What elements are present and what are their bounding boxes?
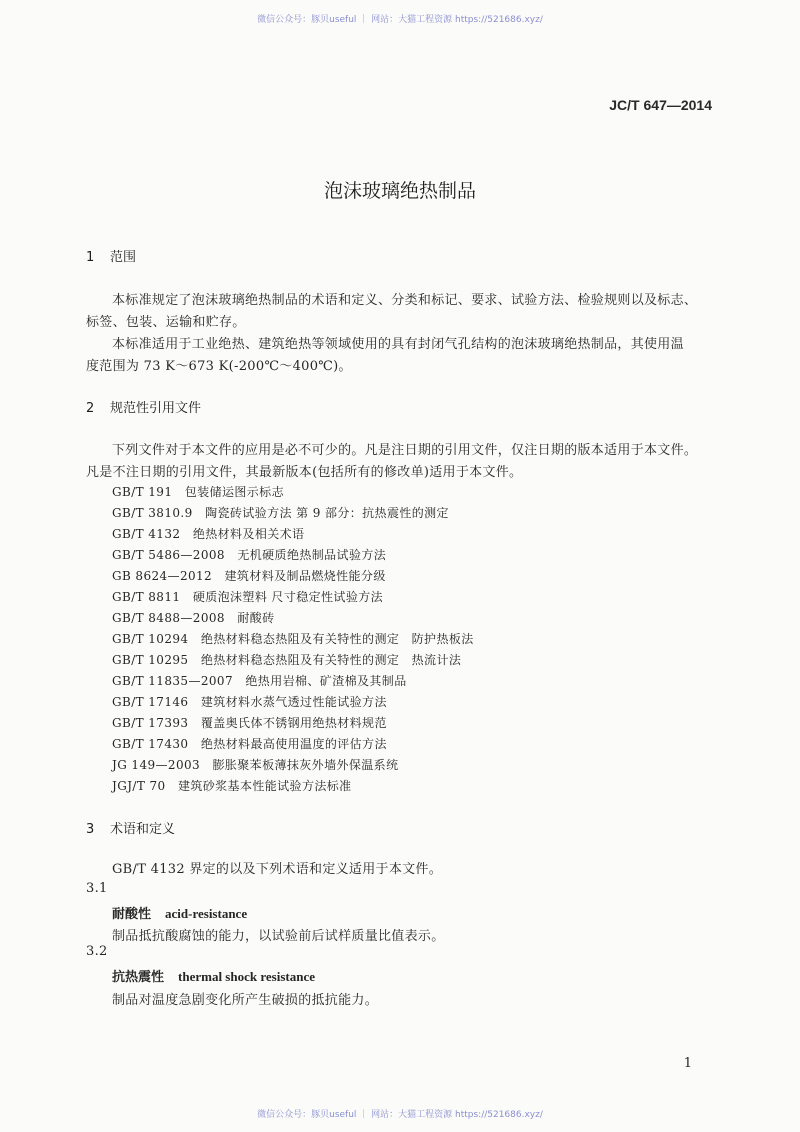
term-definition: 制品对温度急剧变化所产生破损的抵抗能力。 <box>112 993 379 1008</box>
reference-code: GB/T 17430 <box>112 737 189 751</box>
reference-code: JGJ/T 70 <box>112 779 166 793</box>
paragraph-line: 度范围为 73 K～673 K(-200℃～400℃)。 <box>86 359 352 374</box>
reference-item <box>112 525 304 542</box>
document-number: JC/T 647—2014 <box>609 97 712 113</box>
reference-item <box>112 735 387 752</box>
reference-code: GB/T 8811 <box>112 590 181 604</box>
reference-code: GB/T 5486—2008 <box>112 548 225 562</box>
reference-title: 建筑砂浆基本性能试验方法标准 <box>177 779 352 793</box>
paragraph-line: 凡是不注日期的引用文件，其最新版本(包括所有的修改单)适用于本文件。 <box>86 465 523 480</box>
term-definition: 制品抵抗酸腐蚀的能力，以试验前后试样质量比值表示。 <box>112 929 445 944</box>
section-number: 2 <box>86 401 95 416</box>
reference-item <box>112 714 387 731</box>
reference-item <box>112 693 387 710</box>
reference-code: GB/T 191 <box>112 485 173 499</box>
reference-code: GB 8624—2012 <box>112 569 213 583</box>
reference-item <box>112 609 275 626</box>
reference-item <box>112 777 352 794</box>
reference-code: GB/T 17393 <box>112 716 189 730</box>
section-title: 术语和定义 <box>110 822 176 837</box>
reference-item <box>112 504 449 521</box>
reference-item <box>112 567 386 584</box>
reference-title: 绝热材料稳态热阻及有关特性的测定 防护热板法 <box>200 632 474 646</box>
reference-code: GB/T 17146 <box>112 695 189 709</box>
reference-item <box>112 588 383 605</box>
reference-title: 建筑材料及制品燃烧性能分级 <box>224 569 386 583</box>
reference-title: 建筑材料水蒸气透过性能试验方法 <box>200 695 387 709</box>
reference-item <box>112 651 461 668</box>
reference-item <box>112 756 398 773</box>
watermark-top: 微信公众号：豚贝useful ｜ 网站：大猫工程资源 https://521686.xyz/ <box>257 15 543 25</box>
paragraph-line: 标签、包装、运输和贮存。 <box>86 315 246 330</box>
term-en: thermal shock resistance <box>178 969 315 984</box>
term-zh: 抗热震性 <box>112 970 165 985</box>
section-title: 范围 <box>110 250 137 265</box>
reference-item <box>112 546 386 563</box>
term-number: 3.2 <box>86 944 108 959</box>
reference-code: GB/T 10295 <box>112 653 189 667</box>
paragraph-line: GB/T 4132 界定的以及下列术语和定义适用于本文件。 <box>112 862 443 877</box>
reference-title: 无机硬质绝热制品试验方法 <box>237 548 387 562</box>
reference-code: GB/T 10294 <box>112 632 189 646</box>
term-heading <box>112 966 315 985</box>
reference-title: 绝热材料及相关术语 <box>192 527 305 541</box>
reference-title: 膨胀聚苯板薄抹灰外墙外保温系统 <box>212 758 399 772</box>
term-en: acid-resistance <box>165 906 248 921</box>
watermark-bottom: 微信公众号：豚贝useful ｜ 网站：大猫工程资源 https://521686.xyz/ <box>257 1110 543 1120</box>
section-number: 1 <box>86 250 95 265</box>
section-number: 3 <box>86 822 95 837</box>
paragraph-line: 本标准适用于工业绝热、建筑绝热等领域使用的具有封闭气孔结构的泡沫玻璃绝热制品，其使用温 <box>112 337 684 352</box>
page-number: 1 <box>683 1056 692 1071</box>
reference-code: GB/T 4132 <box>112 527 181 541</box>
page-title: 泡沫玻璃绝热制品 <box>323 180 476 202</box>
section-3-heading <box>86 818 175 837</box>
reference-item <box>112 672 407 689</box>
reference-title: 绝热用岩棉、矿渣棉及其制品 <box>245 674 407 688</box>
reference-title: 覆盖奥氏体不锈钢用绝热材料规范 <box>200 716 387 730</box>
term-zh: 耐酸性 <box>112 907 152 922</box>
paragraph-line: 本标准规定了泡沫玻璃绝热制品的术语和定义、分类和标记、要求、试验方法、检验规则以及标志、 <box>112 293 698 308</box>
section-title: 规范性引用文件 <box>110 401 202 416</box>
reference-title: 耐酸砖 <box>237 611 275 625</box>
reference-code: JG 149—2003 <box>112 758 201 772</box>
section-2-heading <box>86 397 201 416</box>
term-heading <box>112 903 247 922</box>
term-number: 3.1 <box>86 881 108 896</box>
reference-code: GB/T 8488—2008 <box>112 611 225 625</box>
reference-title: 绝热材料最高使用温度的评估方法 <box>200 737 387 751</box>
reference-title: 包装储运图示标志 <box>184 485 284 499</box>
reference-item <box>112 483 284 500</box>
reference-title: 硬质泡沫塑料 尺寸稳定性试验方法 <box>192 590 384 604</box>
section-1-heading <box>86 246 136 265</box>
reference-code: GB/T 3810.9 <box>112 506 193 520</box>
reference-title: 陶瓷砖试验方法 第 9 部分：抗热震性的测定 <box>205 506 449 520</box>
reference-code: GB/T 11835—2007 <box>112 674 233 688</box>
reference-item <box>112 630 474 647</box>
reference-title: 绝热材料稳态热阻及有关特性的测定 热流计法 <box>200 653 462 667</box>
paragraph-line: 下列文件对于本文件的应用是必不可少的。凡是注日期的引用文件，仅注日期的版本适用于本文件。 <box>112 443 698 458</box>
